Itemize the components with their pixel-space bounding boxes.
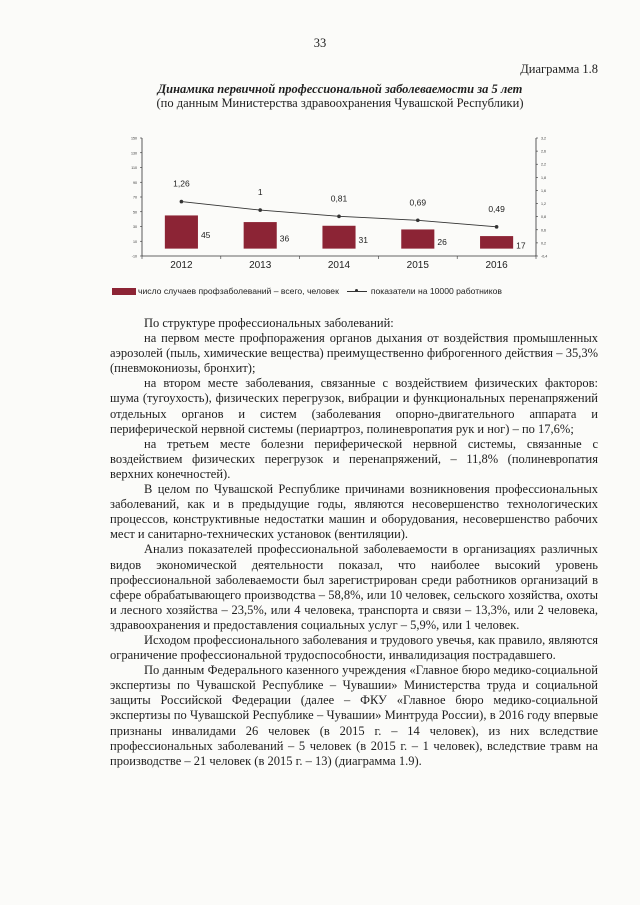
left-tick-label: 10	[133, 239, 137, 244]
line-data-label: 0,69	[409, 197, 427, 208]
paragraph: Анализ показателей профессиональной заболеваемости в организациях различных видов экономической деятельности показал, что наиболее высокий уровень профессиональной заболеваемости был зарегистрирован среди работников организаций в сфере обрабатывающего производства – 58,8%, или 10 человек, сельского хозяйства, охоты и лесного хозяйства – 23,5%, или 4 человека, транспорта и связи – 13,3%, или 2 человека, здравоохранения и предоставления социальных услуг – 5,9%, или 1 человек.	[110, 542, 598, 632]
x-tick-label: 2013	[249, 260, 272, 271]
left-tick-label: 150	[131, 136, 137, 141]
left-tick-label: 90	[133, 180, 137, 185]
x-tick-label: 2014	[327, 260, 351, 271]
line-point	[180, 200, 184, 204]
right-tick-label: 1,8	[541, 175, 546, 180]
paragraph: на втором месте заболевания, связанные с воздействием физических факторов: шума (тугоухость), физических перегрузок, вибрации и функциональных перенапряжений отдельных органов и систем (заболевания опорно-двигательного аппарата и периферической нервной системы (периартроз, полиневропатия рук и ног) – по 17,6%;	[110, 376, 598, 436]
left-tick-label: 130	[131, 151, 137, 156]
line-data-label: 0,49	[488, 203, 505, 214]
right-tick-label: 2,2	[541, 162, 546, 167]
chart-title	[110, 82, 570, 110]
legend-bar-label: число случаев профзаболеваний – всего, человек	[138, 286, 339, 296]
bar-data-label: 45	[200, 230, 211, 241]
line-series	[181, 202, 496, 227]
line-data-label: 1	[257, 187, 263, 198]
legend-bar-swatch	[112, 288, 136, 295]
x-tick-label: 2012	[170, 260, 193, 271]
paragraph: на первом месте профпоражения органов дыхания от воздействия промышленных аэрозолей (пыль, химические вещества) преимущественно фиброгенного действия – 35,3% (пневмокониозы, бронхит);	[110, 331, 598, 376]
paragraph: Исходом профессионального заболевания и трудового увечья, как правило, являются ограничение профессиональной трудоспособности, инвалидизация пострадавшего.	[110, 632, 598, 663]
right-tick-label: 2,6	[541, 149, 546, 154]
right-tick-label: 0,2	[541, 241, 546, 246]
paragraph: на третьем месте болезни периферической нервной системы, связанные с воздействием физических перегрузок и перенапряжений, – 11,8% (полиневропатия верхних конечностей).	[110, 436, 598, 481]
bar-data-label: 36	[279, 233, 290, 244]
bar	[165, 215, 198, 248]
chart-title-main: Динамика первичной профессиональной заболеваемости за 5 лет	[157, 82, 523, 96]
line-point	[495, 225, 499, 229]
bar-data-label: 31	[358, 235, 369, 246]
right-tick-label: 3,2	[541, 136, 546, 141]
right-tick-label: 0,6	[541, 228, 546, 233]
paragraph: В целом по Чувашской Республике причинами возникновения профессиональных заболеваний, как и в предыдущие годы, являются несовершенство технологических процессов, конструктивные недостатки машин и оборудования, несовершенство рабочих мест и санитарно-технических установок (вентиляции).	[110, 482, 598, 542]
combo-chart	[118, 130, 558, 280]
legend-line-label: показатели на 10000 работников	[370, 286, 502, 296]
line-point	[416, 218, 420, 222]
right-tick-label: 1,6	[541, 188, 546, 193]
page-number: 33	[313, 36, 327, 50]
left-tick-label: -10	[131, 254, 137, 259]
right-tick-label: 0,8	[541, 215, 546, 220]
diagram-label: Диаграмма 1.8	[520, 62, 598, 76]
bar-data-label: 17	[516, 240, 526, 251]
x-tick-label: 2015	[406, 260, 429, 271]
chart-legend	[112, 286, 612, 296]
bar	[322, 226, 355, 249]
left-tick-label: 70	[133, 195, 137, 200]
body-text	[110, 316, 598, 769]
paragraph: По структуре профессиональных заболеваний:	[144, 316, 394, 330]
line-data-label: 0,81	[330, 193, 348, 204]
legend-line-swatch	[347, 291, 367, 292]
left-tick-label: 110	[131, 166, 137, 170]
paragraph: По данным Федерального казенного учреждения «Главное бюро медико-социальной экспертизы по Чувашской Республике – Чувашии» Министерства труда и социальной защиты Российской Федерации (далее – ФКУ «Главное бюро медико-социальной экспертизы по Чувашской Республике – Чувашии» Минтруда России), в 2016 году впервые признаны инвалидами 26 человек (в 2015 г. – 14 человек), из них вследствие профессиональных заболеваний – 5 человек (в 2015 г. – 1 человек), вследствие травм на производстве – 21 человек (в 2015 г. – 13) (диаграмма 1.9).	[110, 663, 598, 768]
line-point	[258, 208, 262, 212]
line-data-label: 1,26	[173, 178, 190, 189]
bar	[480, 236, 513, 249]
right-tick-label: 1,2	[541, 202, 546, 207]
right-tick-label: -0,4	[541, 254, 548, 259]
left-tick-label: 30	[133, 225, 137, 229]
bar	[244, 222, 277, 249]
x-tick-label: 2016	[485, 260, 508, 271]
chart-title-sub: (по данным Министерства здравоохранения Чувашской Республики)	[156, 96, 524, 110]
left-tick-label: 50	[133, 210, 137, 215]
bar	[401, 229, 434, 248]
bar-data-label: 26	[437, 237, 447, 248]
line-point	[337, 215, 341, 219]
